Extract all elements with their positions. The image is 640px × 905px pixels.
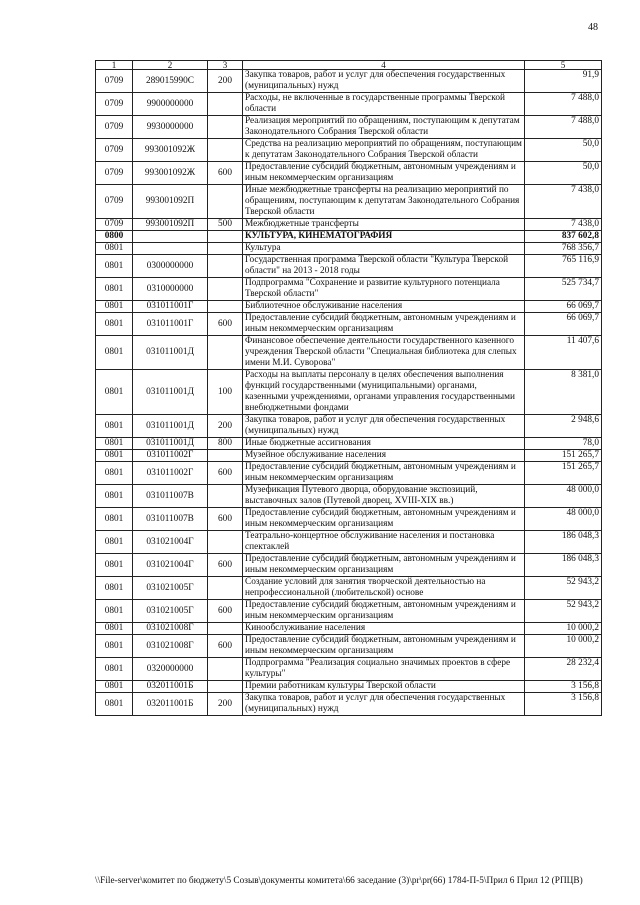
amount-cell: 52 943,2	[525, 600, 602, 623]
section-code-cell: 0801	[96, 508, 133, 531]
description-cell: Подпрограмма "Сохранение и развитие культурного потенциала Тверской области"	[243, 278, 525, 301]
amount-cell: 2 948,6	[525, 415, 602, 438]
target-article-cell: 9900000000	[133, 93, 208, 116]
description-cell: Иные межбюджетные трансферты на реализацию мероприятий по обращениям, поступающим к депутатам Законодательного Собрания Тверской области	[243, 185, 525, 219]
header-cell-5: 5	[525, 61, 602, 70]
description-cell: Театрально-концертное обслуживание населения и постановка спектаклей	[243, 531, 525, 554]
section-code-cell: 0801	[96, 623, 133, 635]
description-cell: Премии работникам культуры Тверской области	[243, 681, 525, 693]
expense-type-cell	[208, 577, 243, 600]
expense-type-cell: 600	[208, 162, 243, 185]
expense-type-cell: 600	[208, 508, 243, 531]
section-code-cell: 0709	[96, 185, 133, 219]
description-cell: Межбюджетные трансферты	[243, 219, 525, 231]
table-row	[96, 70, 602, 93]
expense-type-cell: 600	[208, 313, 243, 336]
target-article-cell: 031021005Г	[133, 577, 208, 600]
table-row	[96, 554, 602, 577]
section-code-cell: 0801	[96, 531, 133, 554]
header-cell-1: 1	[96, 61, 133, 70]
table-row	[96, 185, 602, 219]
description-cell: Расходы, не включенные в государственные программы Тверской области	[243, 93, 525, 116]
target-article-cell	[133, 231, 208, 243]
target-article-cell: 993001092П	[133, 185, 208, 219]
amount-cell: 28 232,4	[525, 658, 602, 681]
section-code-cell: 0801	[96, 577, 133, 600]
target-article-cell: 031011002Г	[133, 450, 208, 462]
description-cell: Предоставление субсидий бюджетным, автономным учреждениям и иным некоммерческим организациям	[243, 462, 525, 485]
description-cell: Предоставление субсидий бюджетным, автономным учреждениям и иным некоммерческим организациям	[243, 162, 525, 185]
description-cell: Закупка товаров, работ и услуг для обеспечения государственных (муниципальных) нужд	[243, 415, 525, 438]
description-cell: Кинообслуживание населения	[243, 623, 525, 635]
amount-cell: 7 438,0	[525, 185, 602, 219]
description-cell: Библиотечное обслуживание населения	[243, 301, 525, 313]
description-cell: Подпрограмма "Реализация социально значимых проектов в сфере культуры"	[243, 658, 525, 681]
target-article-cell: 031021004Г	[133, 531, 208, 554]
description-cell: Предоставление субсидий бюджетным, автономным учреждениям и иным некоммерческим организациям	[243, 600, 525, 623]
target-article-cell: 0310000000	[133, 278, 208, 301]
amount-cell: 768 356,7	[525, 243, 602, 255]
amount-cell: 66 069,7	[525, 301, 602, 313]
table-row	[96, 370, 602, 415]
file-path-footer: \\File-server\комитет по бюджету\5 Созыв\документы комитета\66 заседание (3)\pr\pr(66) 1784-П-5\Прил 6 Прил 12 (РПЦВ)	[95, 876, 583, 886]
expense-type-cell: 200	[208, 70, 243, 93]
section-code-cell: 0800	[96, 231, 133, 243]
expense-type-cell: 600	[208, 600, 243, 623]
expense-type-cell: 200	[208, 415, 243, 438]
target-article-cell: 031011001Д	[133, 370, 208, 415]
description-cell: Создание условий для занятия творческой деятельностью на непрофессиональной (любительской) основе	[243, 577, 525, 600]
expense-type-cell	[208, 450, 243, 462]
target-article-cell: 289015990С	[133, 70, 208, 93]
table-row	[96, 162, 602, 185]
target-article-cell: 031011007В	[133, 485, 208, 508]
table-row	[96, 415, 602, 438]
amount-cell: 7 488,0	[525, 93, 602, 116]
description-cell: Реализация мероприятий по обращениям, поступающим к депутатам Законодательного Собрания Тверской области	[243, 116, 525, 139]
expense-type-cell	[208, 139, 243, 162]
table-row	[96, 600, 602, 623]
header-cell-4: 4	[243, 61, 525, 70]
section-code-cell: 0709	[96, 162, 133, 185]
amount-cell: 10 000,2	[525, 635, 602, 658]
description-cell: Государственная программа Тверской области "Культура Тверской области" на 2013 - 2018 годы	[243, 255, 525, 278]
amount-cell: 11 407,6	[525, 336, 602, 370]
section-code-cell: 0801	[96, 255, 133, 278]
table-row	[96, 255, 602, 278]
section-code-cell: 0709	[96, 93, 133, 116]
expense-type-cell	[208, 336, 243, 370]
amount-cell: 186 048,3	[525, 531, 602, 554]
section-code-cell: 0709	[96, 219, 133, 231]
section-code-cell: 0801	[96, 600, 133, 623]
table-row	[96, 658, 602, 681]
section-code-cell: 0709	[96, 116, 133, 139]
description-cell: Иные бюджетные ассигнования	[243, 438, 525, 450]
expense-type-cell	[208, 93, 243, 116]
target-article-cell: 032011001Б	[133, 693, 208, 716]
amount-cell: 151 265,7	[525, 462, 602, 485]
table-row	[96, 623, 602, 635]
expense-type-cell	[208, 278, 243, 301]
section-code-cell: 0801	[96, 301, 133, 313]
section-code-cell: 0801	[96, 462, 133, 485]
target-article-cell: 031011001Г	[133, 301, 208, 313]
section-code-cell: 0801	[96, 658, 133, 681]
target-article-cell: 0320000000	[133, 658, 208, 681]
target-article-cell	[133, 243, 208, 255]
table-row	[96, 336, 602, 370]
section-code-cell: 0709	[96, 70, 133, 93]
amount-cell: 66 069,7	[525, 313, 602, 336]
section-code-cell: 0709	[96, 139, 133, 162]
expense-type-cell	[208, 301, 243, 313]
expense-type-cell: 500	[208, 219, 243, 231]
expense-type-cell: 600	[208, 554, 243, 577]
target-article-cell: 031011007В	[133, 508, 208, 531]
table-row	[96, 438, 602, 450]
section-code-cell: 0801	[96, 554, 133, 577]
amount-cell: 10 000,2	[525, 623, 602, 635]
target-article-cell: 031021008Г	[133, 623, 208, 635]
expense-type-cell	[208, 185, 243, 219]
header-cell-2: 2	[133, 61, 208, 70]
description-cell: Закупка товаров, работ и услуг для обеспечения государственных (муниципальных) нужд	[243, 70, 525, 93]
section-code-cell: 0801	[96, 635, 133, 658]
target-article-cell: 0300000000	[133, 255, 208, 278]
amount-cell: 48 000,0	[525, 485, 602, 508]
table-row	[96, 531, 602, 554]
table-row	[96, 219, 602, 231]
amount-cell: 8 381,0	[525, 370, 602, 415]
description-cell: Предоставление субсидий бюджетным, автономным учреждениям и иным некоммерческим организациям	[243, 508, 525, 531]
table-row	[96, 681, 602, 693]
table-row	[96, 301, 602, 313]
amount-cell: 3 156,8	[525, 681, 602, 693]
amount-cell: 78,0	[525, 438, 602, 450]
page-number: 48	[588, 22, 598, 33]
target-article-cell: 993001092Ж	[133, 162, 208, 185]
table-row	[96, 485, 602, 508]
target-article-cell: 031011001Г	[133, 313, 208, 336]
table-row	[96, 93, 602, 116]
header-cell-3: 3	[208, 61, 243, 70]
target-article-cell: 031021004Г	[133, 554, 208, 577]
table-row	[96, 139, 602, 162]
amount-cell: 52 943,2	[525, 577, 602, 600]
description-cell: Музейное обслуживание населения	[243, 450, 525, 462]
target-article-cell: 031011001Д	[133, 336, 208, 370]
expense-type-cell: 100	[208, 370, 243, 415]
amount-cell: 837 602,8	[525, 231, 602, 243]
expense-type-cell	[208, 531, 243, 554]
description-cell: Расходы на выплаты персоналу в целях обеспечения выполнения функций государственными (муниципальными) органами, казенными учреждениями, органами управления государственными внебюджетными фондами	[243, 370, 525, 415]
amount-cell: 50,0	[525, 162, 602, 185]
target-article-cell: 031011001Д	[133, 438, 208, 450]
target-article-cell: 032011001Б	[133, 681, 208, 693]
budget-table	[95, 60, 602, 716]
expense-type-cell	[208, 255, 243, 278]
target-article-cell: 9930000000	[133, 116, 208, 139]
amount-cell: 7 438,0	[525, 219, 602, 231]
target-article-cell: 993001092П	[133, 219, 208, 231]
amount-cell: 7 488,0	[525, 116, 602, 139]
table-row	[96, 462, 602, 485]
table-row	[96, 577, 602, 600]
expense-type-cell	[208, 116, 243, 139]
table-row	[96, 116, 602, 139]
expense-type-cell: 600	[208, 635, 243, 658]
expense-type-cell	[208, 243, 243, 255]
expense-type-cell: 200	[208, 693, 243, 716]
description-cell: Закупка товаров, работ и услуг для обеспечения государственных (муниципальных) нужд	[243, 693, 525, 716]
expense-type-cell: 600	[208, 462, 243, 485]
expense-type-cell: 800	[208, 438, 243, 450]
table-header-row	[96, 61, 602, 70]
amount-cell: 3 156,8	[525, 693, 602, 716]
table-row	[96, 635, 602, 658]
section-code-cell: 0801	[96, 450, 133, 462]
target-article-cell: 031011002Г	[133, 462, 208, 485]
table-row	[96, 243, 602, 255]
amount-cell: 186 048,3	[525, 554, 602, 577]
description-cell: Культура	[243, 243, 525, 255]
amount-cell: 50,0	[525, 139, 602, 162]
expense-type-cell	[208, 485, 243, 508]
description-cell: Предоставление субсидий бюджетным, автономным учреждениям и иным некоммерческим организациям	[243, 635, 525, 658]
table-row	[96, 450, 602, 462]
amount-cell: 525 734,7	[525, 278, 602, 301]
description-cell: Предоставление субсидий бюджетным, автономным учреждениям и иным некоммерческим организациям	[243, 313, 525, 336]
section-code-cell: 0801	[96, 370, 133, 415]
expense-type-cell	[208, 681, 243, 693]
expense-type-cell	[208, 658, 243, 681]
description-cell: Финансовое обеспечение деятельности государственного казенного учреждения Тверской области "Специальная библиотека для слепых имени М.И. Суворова"	[243, 336, 525, 370]
amount-cell: 91,9	[525, 70, 602, 93]
table-row	[96, 693, 602, 716]
description-cell: Предоставление субсидий бюджетным, автономным учреждениям и иным некоммерческим организациям	[243, 554, 525, 577]
section-code-cell: 0801	[96, 336, 133, 370]
description-cell: КУЛЬТУРА, КИНЕМАТОГРАФИЯ	[243, 231, 525, 243]
section-code-cell: 0801	[96, 313, 133, 336]
amount-cell: 151 265,7	[525, 450, 602, 462]
table-row	[96, 313, 602, 336]
section-code-cell: 0801	[96, 438, 133, 450]
description-cell: Средства на реализацию мероприятий по обращениям, поступающим к депутатам Законодательного Собрания Тверской области	[243, 139, 525, 162]
amount-cell: 765 116,9	[525, 255, 602, 278]
section-code-cell: 0801	[96, 485, 133, 508]
target-article-cell: 031011001Д	[133, 415, 208, 438]
table-row	[96, 278, 602, 301]
section-code-cell: 0801	[96, 681, 133, 693]
target-article-cell: 031021005Г	[133, 600, 208, 623]
section-code-cell: 0801	[96, 243, 133, 255]
table-row	[96, 231, 602, 243]
description-cell: Музефикация Путевого дворца, оборудование экспозиций, выставочных залов (Путевой дворец, XVIII-XIX вв.)	[243, 485, 525, 508]
section-code-cell: 0801	[96, 278, 133, 301]
target-article-cell: 031021008Г	[133, 635, 208, 658]
expense-type-cell	[208, 231, 243, 243]
expense-type-cell	[208, 623, 243, 635]
section-code-cell: 0801	[96, 693, 133, 716]
table-row	[96, 508, 602, 531]
amount-cell: 48 000,0	[525, 508, 602, 531]
section-code-cell: 0801	[96, 415, 133, 438]
target-article-cell: 993001092Ж	[133, 139, 208, 162]
